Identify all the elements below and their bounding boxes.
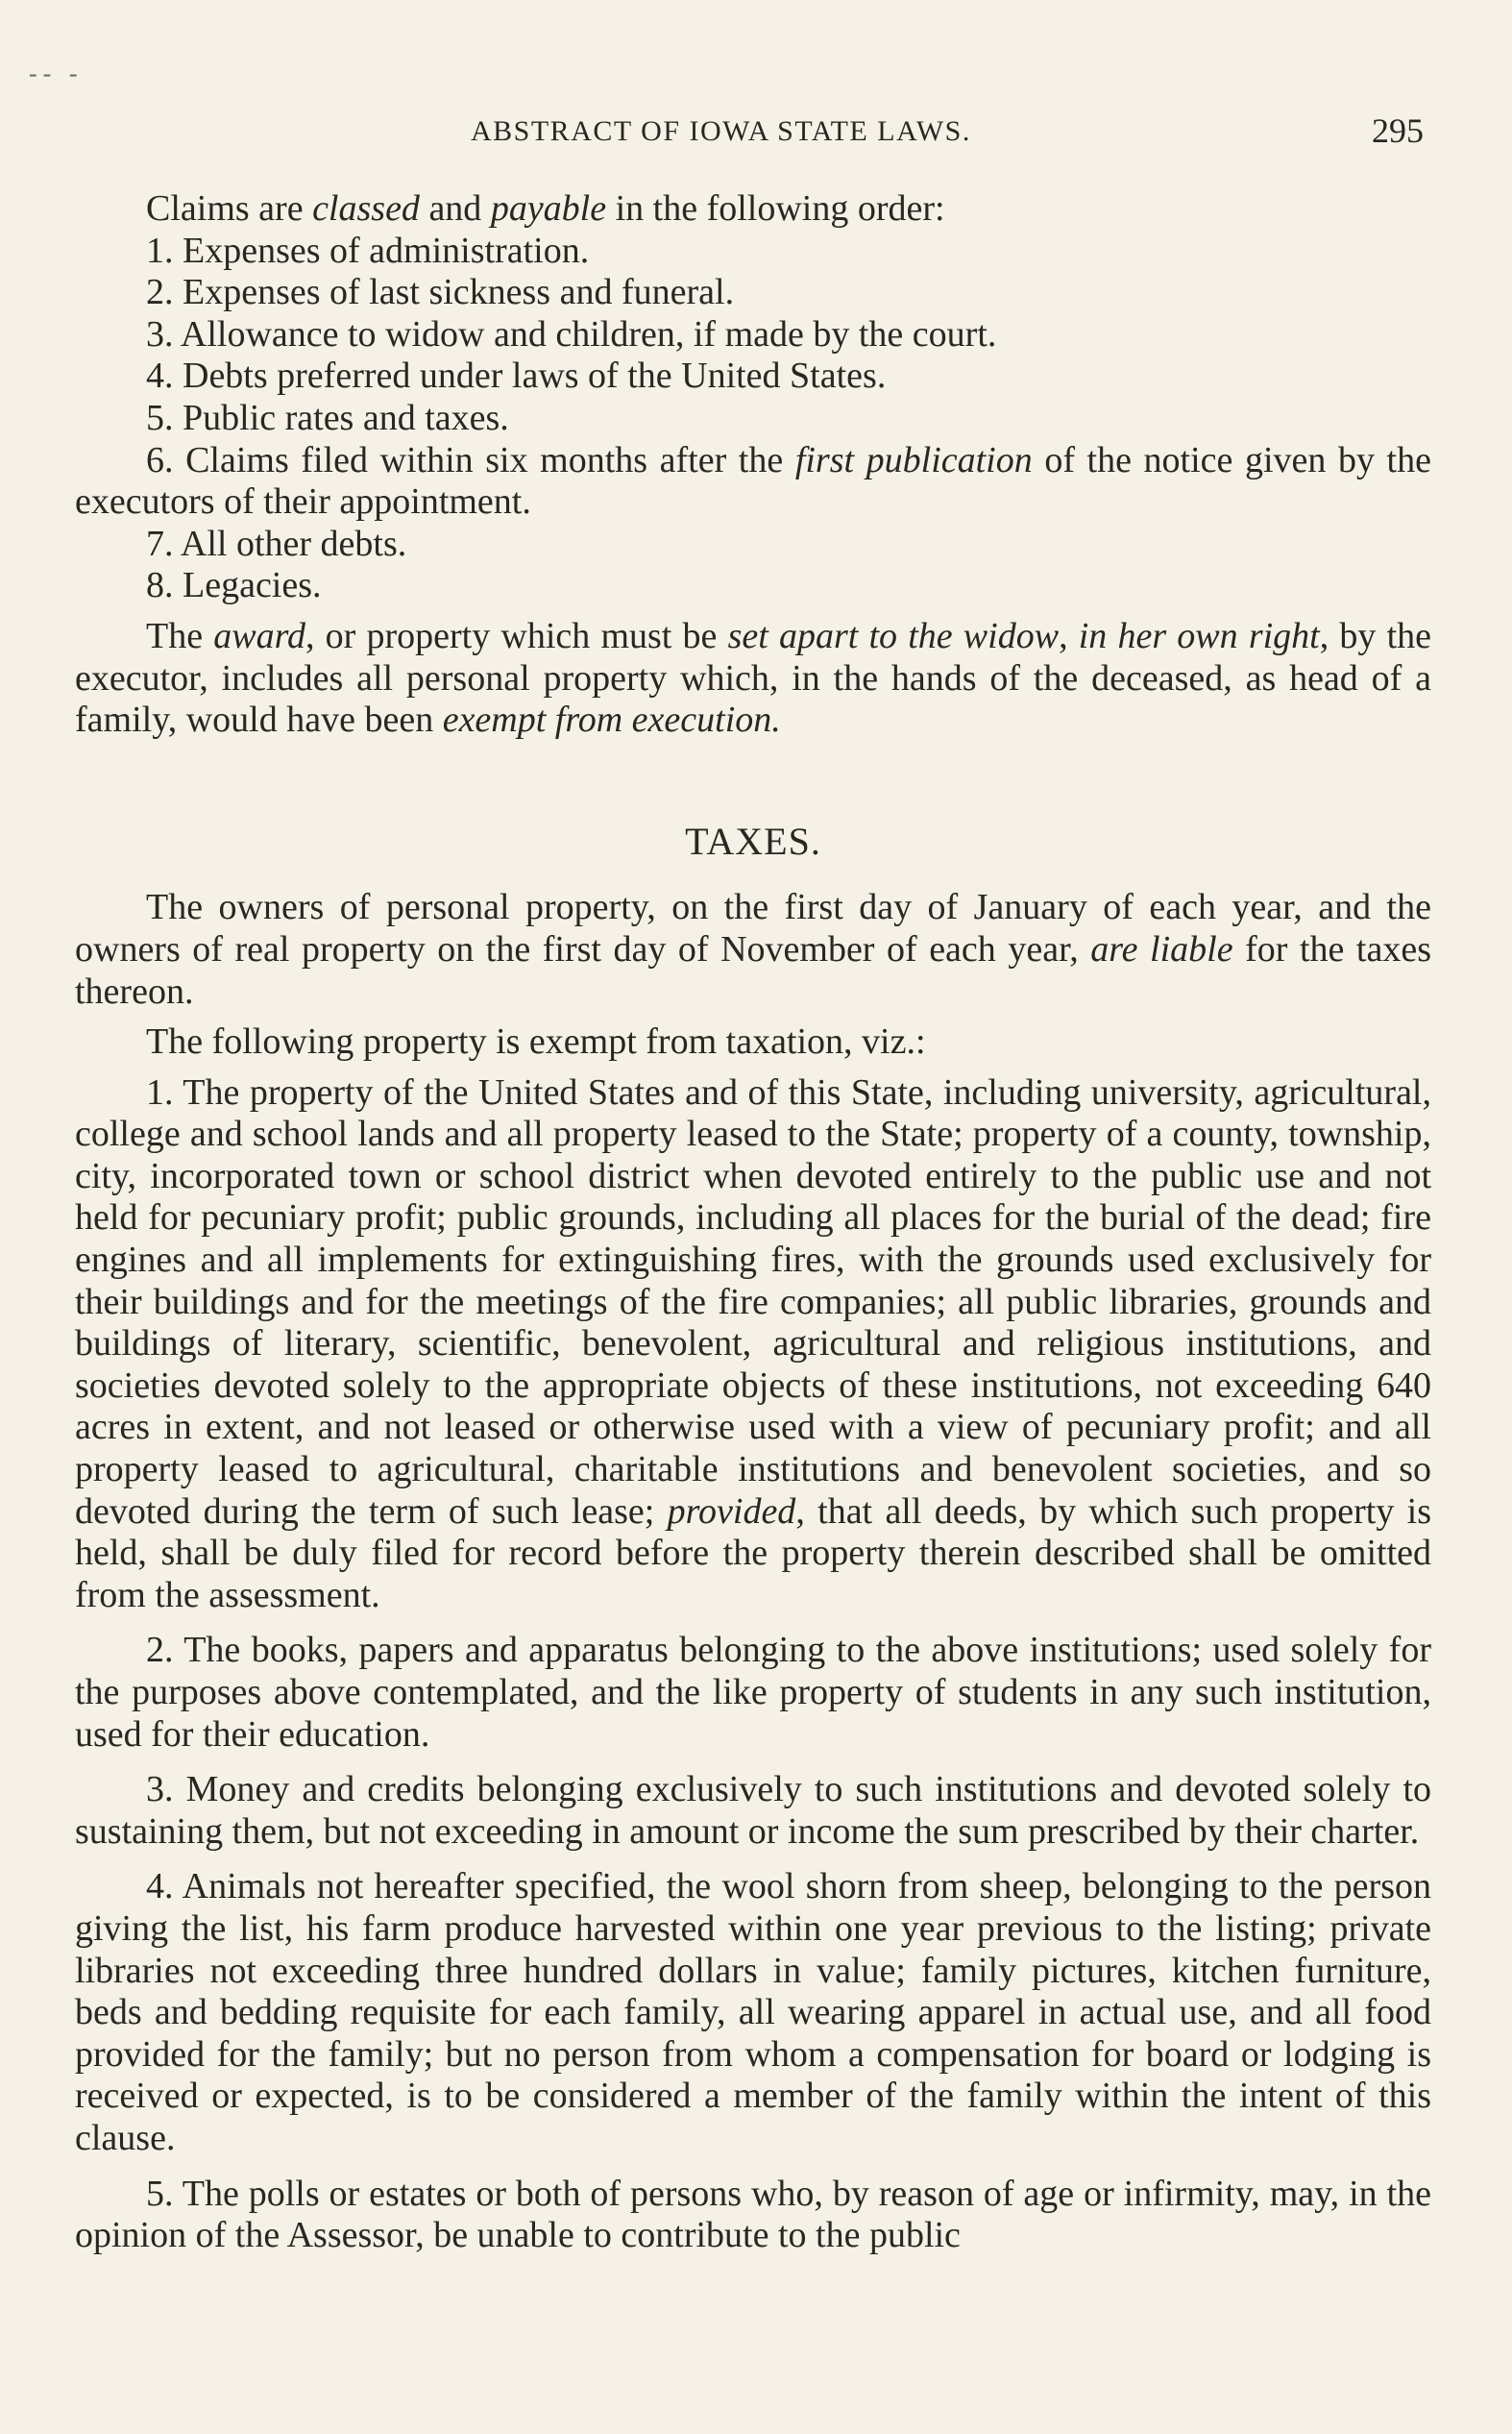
exemption-item — [75, 2174, 1431, 2257]
text-run: The owners of personal property, on the first day of January of each year, and the owners of real property on the first day of November of each year, — [75, 887, 1431, 970]
claim-item — [75, 272, 1431, 314]
exemption-intro — [75, 1021, 1431, 1064]
award-paragraph — [75, 616, 1431, 742]
text-run: and — [419, 188, 491, 229]
text-run: 5. Public rates and taxes. — [146, 397, 509, 438]
margin-mark: -- - — [29, 60, 84, 87]
text-run: , that all deeds, by which such property is held, shall be duly filed for record before the property therein described shall be omitted from the assessment. — [75, 1490, 1431, 1615]
text-run: 1. Expenses of administration. — [146, 230, 590, 271]
text-run: for the taxes thereon. — [75, 928, 1431, 1012]
italic-text: in her own right — [1078, 615, 1320, 656]
text-run: in the following order: — [606, 188, 945, 229]
page-number: 295 — [1372, 111, 1424, 150]
text-run: The — [146, 615, 214, 656]
page-body — [75, 188, 1431, 2257]
claim-item — [75, 565, 1431, 607]
text-run: 2. The books, papers and apparatus belonging to the above institutions; used solely for the purposes above contemplated, and the like property of students in any such institution, used for their education. — [75, 1630, 1431, 1755]
text-run: 4. Debts preferred under laws of the United States. — [146, 356, 887, 397]
italic-text: payable — [490, 188, 607, 229]
text-run: 6. Claims filed within six months after the — [146, 439, 795, 480]
section-heading-taxes: TAXES. — [685, 819, 821, 863]
claim-item — [75, 356, 1431, 398]
exemption-item — [75, 1072, 1431, 1617]
italic-text: set apart to the widow — [727, 615, 1060, 656]
italic-text: first publication — [794, 439, 1033, 480]
exemption-item — [75, 1769, 1431, 1853]
text-run: 1. The property of the United States and of this State, including university, agricultural, college and school lands and all property leased to the State; property of a county, township, city, incorporated town or school district when devoted entirely to the public use and not held for pecuniary profit; public grounds, including all places for the burial of the dead; fire engines and all implements for extinguishing fires, with the grounds used exclusively for their buildings and for the meetings of the fire companies; all public libraries, grounds and buildings of literary, scientific, benevolent, agricultural and religious institutions, and societies devoted solely to the appropriate objects of these institutions, not exceeding 640 acres in extent, and not leased or otherwise used with a view of pecuniary profit; and all property leased to agricultural, charitable institutions and benevolent societies, and so devoted during the term of such lease; — [75, 1071, 1431, 1532]
claim-item — [75, 440, 1431, 524]
running-head: ABSTRACT OF IOWA STATE LAWS. — [471, 115, 971, 147]
text-run: 8. Legacies. — [146, 565, 322, 606]
italic-text: provided — [667, 1490, 796, 1532]
italic-text: are liable — [1090, 928, 1233, 970]
italic-text: classed — [312, 188, 420, 229]
italic-text: award — [213, 615, 305, 656]
text-run: , — [1059, 615, 1079, 656]
claim-item — [75, 398, 1431, 440]
claim-item — [75, 231, 1431, 273]
exemption-item — [75, 1630, 1431, 1756]
text-run: 7. All other debts. — [146, 523, 407, 564]
text-run: of the notice given by the executors of their appointment. — [75, 439, 1431, 523]
exemption-item — [75, 1866, 1431, 2159]
text-run: 3. Money and credits belonging exclusively to such institutions and devoted solely to sustaining them, but not exceeding in amount or income the sum prescribed by their charter. — [75, 1769, 1431, 1852]
claim-item — [75, 314, 1431, 356]
text-run: 5. The polls or estates or both of persons who, by reason of age or infirmity, may, in the opinion of the Assessor, be unable to contribute to the public — [75, 2173, 1431, 2256]
text-run: 4. Animals not hereafter specified, the wool shorn from sheep, belonging to the person giving the list, his farm produce harvested within one year previous to the listing; private libraries not exceeding three hundred dollars in value; family pictures, kitchen furniture, beds and bedding requisite for each family, all wearing apparel in actual use, and all food provided for the family; but no person from whom a compensation for board or lodging is received or expected, is to be considered a member of the family within the intent of this clause. — [75, 1866, 1431, 2158]
claim-item — [75, 524, 1431, 566]
italic-text: exempt from execution. — [442, 700, 781, 741]
taxes-liability-paragraph — [75, 887, 1431, 1013]
text-run: 3. Allowance to widow and children, if made by the court. — [146, 313, 997, 355]
text-run: 2. Expenses of last sickness and funeral. — [146, 272, 735, 313]
text-run: , by the executor, includes all personal property which, in the hands of the deceased, as head of a family, would have been — [75, 615, 1432, 741]
text-run: , or property which must be — [305, 615, 728, 656]
text-run: Claims are — [146, 188, 313, 229]
claims-intro — [75, 188, 1431, 231]
text-run: The following property is exempt from taxation, viz.: — [146, 1021, 926, 1063]
